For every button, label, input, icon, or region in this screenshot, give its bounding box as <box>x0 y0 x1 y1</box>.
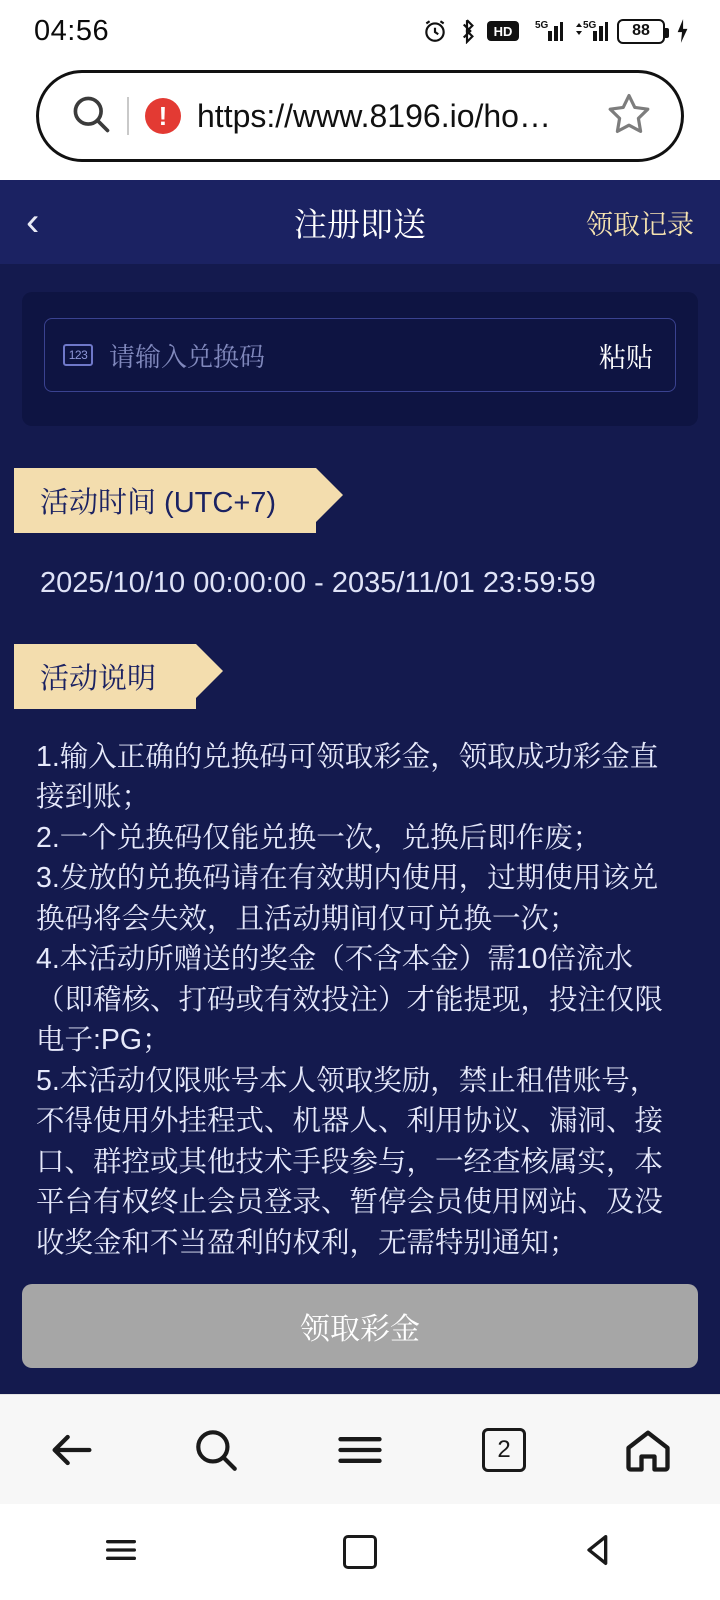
status-bar <box>0 0 720 62</box>
web-page <box>0 180 720 1394</box>
hd-icon <box>486 19 520 43</box>
home-icon[interactable] <box>603 1405 693 1495</box>
app-header <box>0 180 720 264</box>
search-icon[interactable] <box>171 1405 261 1495</box>
redeem-code-input[interactable] <box>44 318 676 392</box>
browser-toolbar <box>0 62 720 180</box>
status-bar-clock: 04:56 <box>34 14 110 47</box>
claim-records-link[interactable]: 领取记录 <box>586 209 694 240</box>
section-ribbon-time: 活动时间 (UTC+7) <box>14 468 316 533</box>
numeric-code-icon: 123 <box>63 344 93 366</box>
toolbar-divider <box>127 97 129 135</box>
cta-bar <box>0 1266 720 1394</box>
back-button-icon[interactable] <box>579 1530 619 1575</box>
back-icon[interactable] <box>27 1405 117 1495</box>
home-button-icon[interactable] <box>343 1535 377 1569</box>
svg-text:5G: 5G <box>583 20 597 31</box>
tab-count: 2 <box>482 1428 526 1472</box>
rule-line: 4.本活动所赠送的奖金（不含本金）需10倍流水（即稽核、打码或有效投注）才能提现，投注仅限电子:PG； <box>36 943 664 1057</box>
menu-icon[interactable] <box>315 1405 405 1495</box>
activity-rules-body <box>0 709 720 1266</box>
activity-time-value: 2025/10/10 00:00:00 - 2035/11/01 23:59:59 <box>40 567 596 599</box>
browser-bottom-nav <box>0 1394 720 1504</box>
insecure-site-icon[interactable]: ! <box>145 98 181 134</box>
rule-line: 2.一个兑换码仅能兑换一次，兑换后即作废； <box>36 821 602 854</box>
rule-line: 3.发放的兑换码请在有效期内使用，过期使用该兑换码将会失效，且活动期间仅可兑换一次； <box>36 862 659 935</box>
5g-signal-icon <box>529 17 563 45</box>
activity-rules-section <box>0 644 720 709</box>
recents-icon[interactable] <box>101 1530 141 1575</box>
svg-text:HD: HD <box>493 24 513 39</box>
url-text[interactable]: https://www.8196.io/ho… <box>197 97 551 134</box>
alarm-icon <box>422 18 448 44</box>
redeem-code-placeholder[interactable]: 请输入兑换码 <box>109 341 266 372</box>
page-title: 注册即送 <box>294 205 426 243</box>
status-bar-icons <box>422 17 690 45</box>
search-icon[interactable] <box>69 92 113 141</box>
charging-icon <box>674 18 690 44</box>
bluetooth-icon <box>457 18 477 44</box>
star-icon[interactable] <box>605 90 653 143</box>
battery-icon <box>617 19 665 44</box>
page-content <box>0 264 720 1266</box>
section-ribbon-rules: 活动说明 <box>14 644 196 709</box>
system-navigation-bar <box>0 1504 720 1600</box>
chevron-left-icon[interactable]: ‹ <box>26 200 40 244</box>
rule-line: 5.本活动仅限账号本人领取奖励，禁止租借账号，不得使用外挂程式、机器人、利用协议、漏洞、接口、群控或其他技术手段参与，一经查核属实，本平台有权终止会员登录、暂停会员使用网站、及没收奖金和不当盈利的权利，无需特别通知； <box>36 1064 664 1259</box>
tabs-icon[interactable] <box>459 1405 549 1495</box>
svg-text:5G: 5G <box>535 20 549 31</box>
address-bar[interactable] <box>36 70 684 162</box>
rule-line: 1.输入正确的兑换码可领取彩金，领取成功彩金直接到账； <box>36 741 659 814</box>
redeem-card <box>22 292 698 426</box>
battery-level: 88 <box>632 22 650 39</box>
claim-bonus-button[interactable]: 领取彩金 <box>22 1284 698 1368</box>
activity-time-section <box>0 468 720 533</box>
paste-button[interactable]: 粘贴 <box>599 342 653 373</box>
5g-signal-2-icon <box>572 17 608 45</box>
